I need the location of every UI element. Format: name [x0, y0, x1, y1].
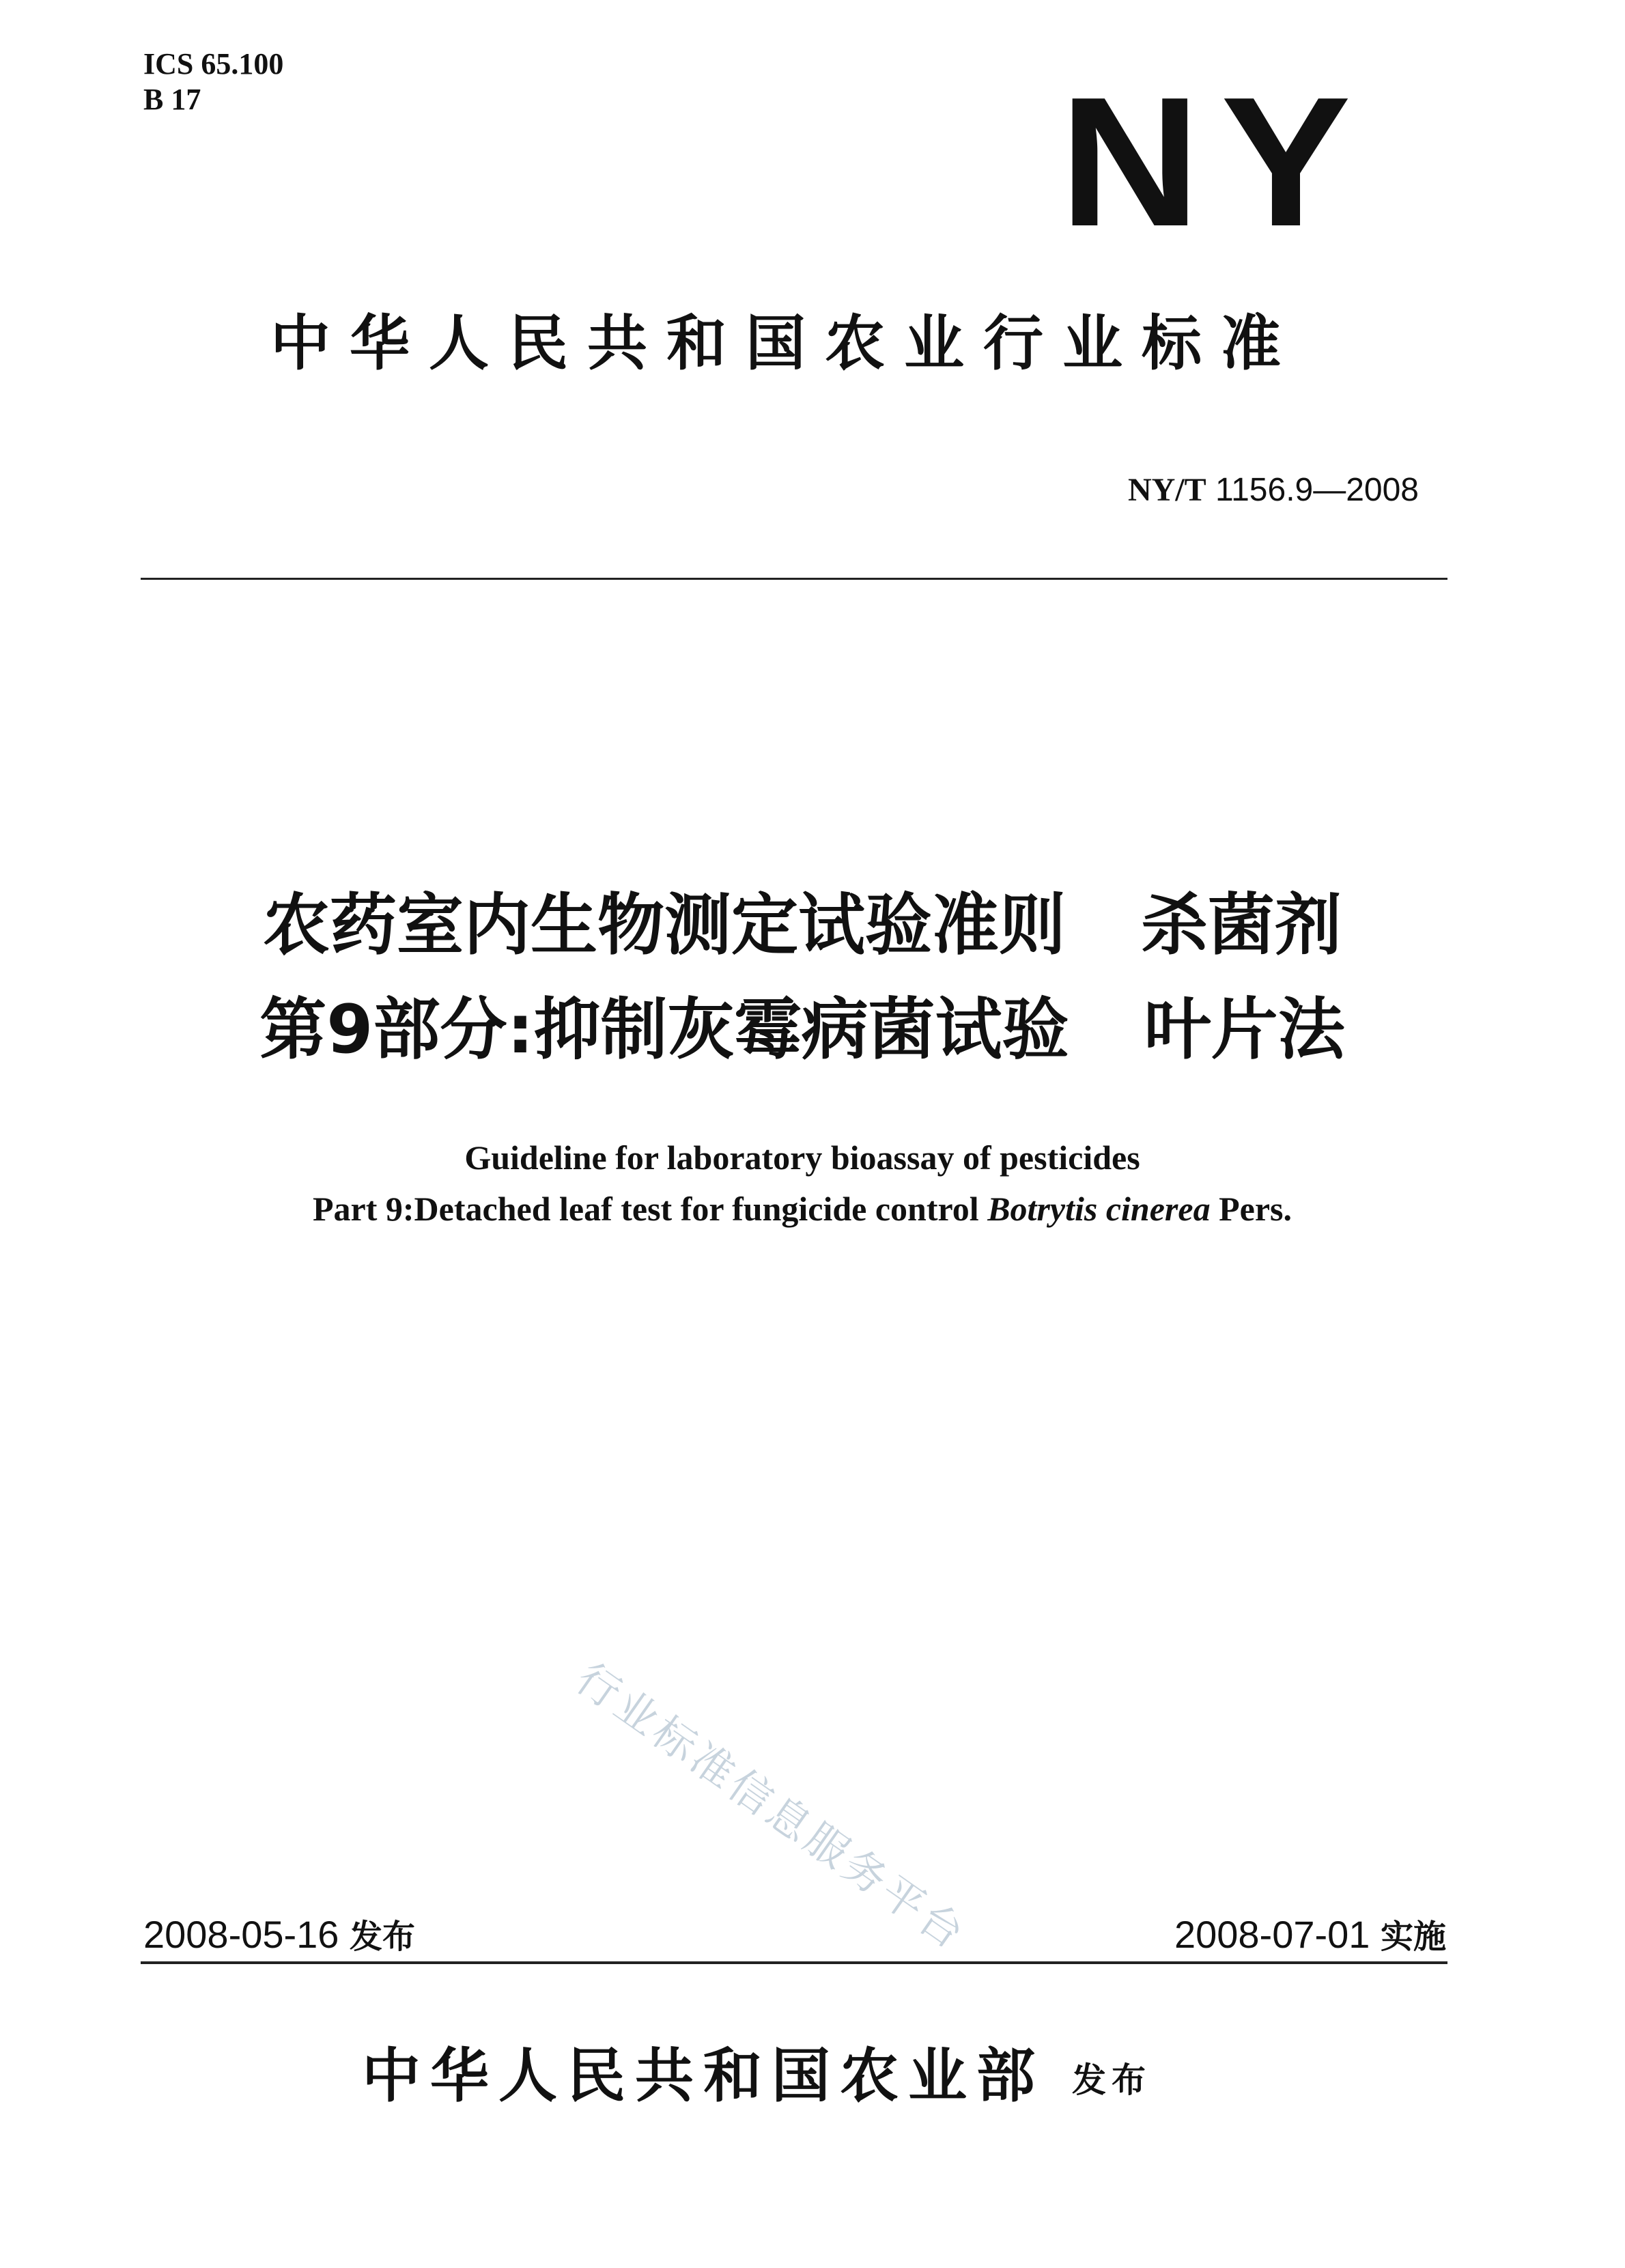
implement-date: 2008-07-01 — [1174, 1913, 1370, 1956]
ccs-code: B 17 — [143, 83, 201, 116]
standard-category: 中华人民共和国农业行业标准 — [270, 308, 1300, 378]
issue-date: 2008-05-16 — [143, 1913, 339, 1956]
publisher — [362, 2039, 1151, 2118]
title-cn-line1-main: 农药室内生物测定试验准则 — [262, 886, 1066, 964]
classification-codes — [143, 46, 283, 117]
publisher-label: 发布 — [1072, 2060, 1151, 2100]
title-cn-line2 — [137, 989, 1468, 1071]
watermark: 行业标准信息服务平台 — [567, 1653, 976, 1961]
title-cn-line1-sub: 杀菌剂 — [1141, 886, 1342, 964]
implement-label: 实施 — [1380, 1918, 1446, 1956]
publisher-name: 中华人民共和国农业部 — [362, 2042, 1045, 2110]
title-en-line2-prefix: Part 9:Detached leaf test for fungicide control — [313, 1190, 979, 1228]
title-en-line1: Guideline for laboratory bioassay of pesticides — [464, 1138, 1140, 1177]
implement-date-line — [1174, 1912, 1446, 1959]
title-cn-line1 — [137, 884, 1468, 966]
ics-code: ICS 65.100 — [143, 47, 284, 81]
standard-number-prefix: NY/T — [1127, 472, 1206, 508]
standard-number — [1128, 471, 1419, 509]
bottom-divider — [141, 1961, 1447, 1964]
top-divider — [141, 578, 1447, 580]
title-cn-line2-sub: 叶片法 — [1144, 991, 1345, 1069]
ny-logo: NY — [1059, 59, 1372, 265]
standard-number-value: 1156.9—2008 — [1215, 472, 1419, 508]
title-en-line2 — [137, 1185, 1468, 1233]
title-cn-line2-main: 第9部分:抑制灰霉病菌试验 — [259, 991, 1069, 1069]
title-en-species: Botrytis cinerea — [987, 1190, 1211, 1228]
issue-label: 发布 — [350, 1918, 416, 1956]
issue-date-line — [143, 1912, 415, 1959]
title-en-line2-suffix: Pers. — [1219, 1190, 1292, 1228]
